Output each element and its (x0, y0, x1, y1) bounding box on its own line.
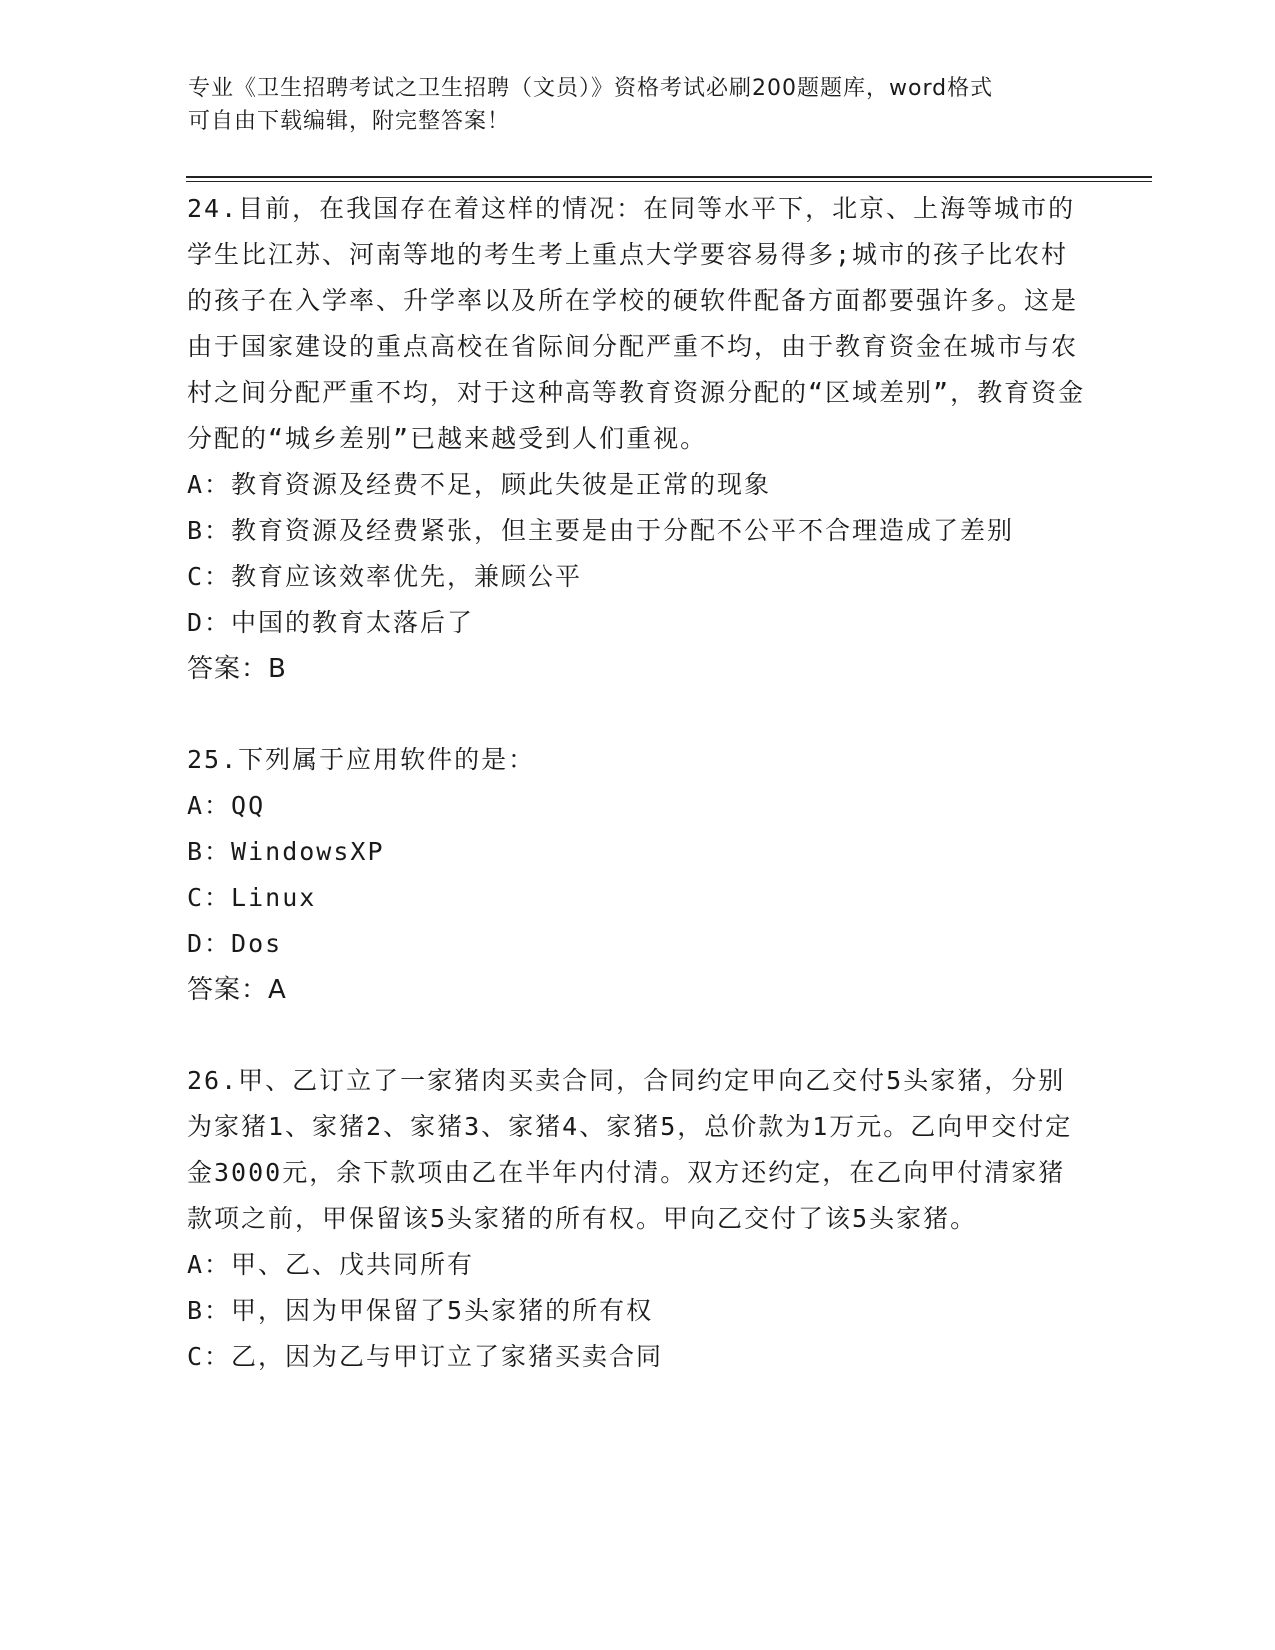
question-stem: 25.下列属于应用软件的是： (187, 745, 536, 774)
header-line-1: 专业《卫生招聘考试之卫生招聘（文员）》资格考试必刷200题题库，word格式 (188, 76, 994, 101)
question-25 (187, 737, 1087, 1013)
option-c: C：Linux (187, 883, 317, 912)
option-b: B：甲，因为甲保留了5头家猪的所有权 (187, 1296, 654, 1325)
header-divider-thick (186, 176, 1152, 178)
answer: 答案：B (187, 654, 287, 684)
option-c: C：乙，因为乙与甲订立了家猪买卖合同 (187, 1342, 664, 1371)
question-26 (187, 1058, 1087, 1380)
option-a: A：QQ (187, 791, 266, 820)
header-line-2: 可自由下载编辑，附完整答案！ (188, 109, 511, 134)
option-c: C：教育应该效率优先，兼顾公平 (187, 562, 583, 591)
question-stem: 26.甲、乙订立了一家猪肉买卖合同，合同约定甲向乙交付5头家猪，分别为家猪1、家猪2、家猪3、家猪4、家猪5，总价款为1万元。乙向甲交付定金3000元，余下款项由乙在半年内付清。双方还约定，在乙向甲付清家猪款项之前，甲保留该5头家猪的所有权。甲向乙交付了该5头家猪。 (187, 1066, 1073, 1233)
option-a: A：教育资源及经费不足，顾此失彼是正常的现象 (187, 470, 772, 499)
document-header (188, 72, 1088, 138)
option-b: B：WindowsXP (187, 837, 385, 866)
option-b: B：教育资源及经费紧张，但主要是由于分配不公平不合理造成了差别 (187, 516, 1015, 545)
question-24 (187, 186, 1087, 692)
option-d: D：中国的教育太落后了 (187, 608, 475, 637)
question-stem: 24.目前，在我国存在着这样的情况：在同等水平下，北京、上海等城市的学生比江苏、河南等地的考生考上重点大学要容易得多;城市的孩子比农村的孩子在入学率、升学率以及所在学校的硬软件配备方面都要强许多。这是由于国家建设的重点高校在省际间分配严重不均，由于教育资金在城市与农村之间分配严重不均，对于这种高等教育资源分配的“区域差别”，教育资金分配的“城乡差别”已越来越受到人们重视。 (187, 194, 1086, 453)
option-d: D：Dos (187, 929, 283, 958)
answer: 答案：A (187, 975, 287, 1005)
header-divider-thin (186, 181, 1152, 182)
option-a: A：甲、乙、戊共同所有 (187, 1250, 475, 1279)
question-list (187, 186, 1087, 1380)
